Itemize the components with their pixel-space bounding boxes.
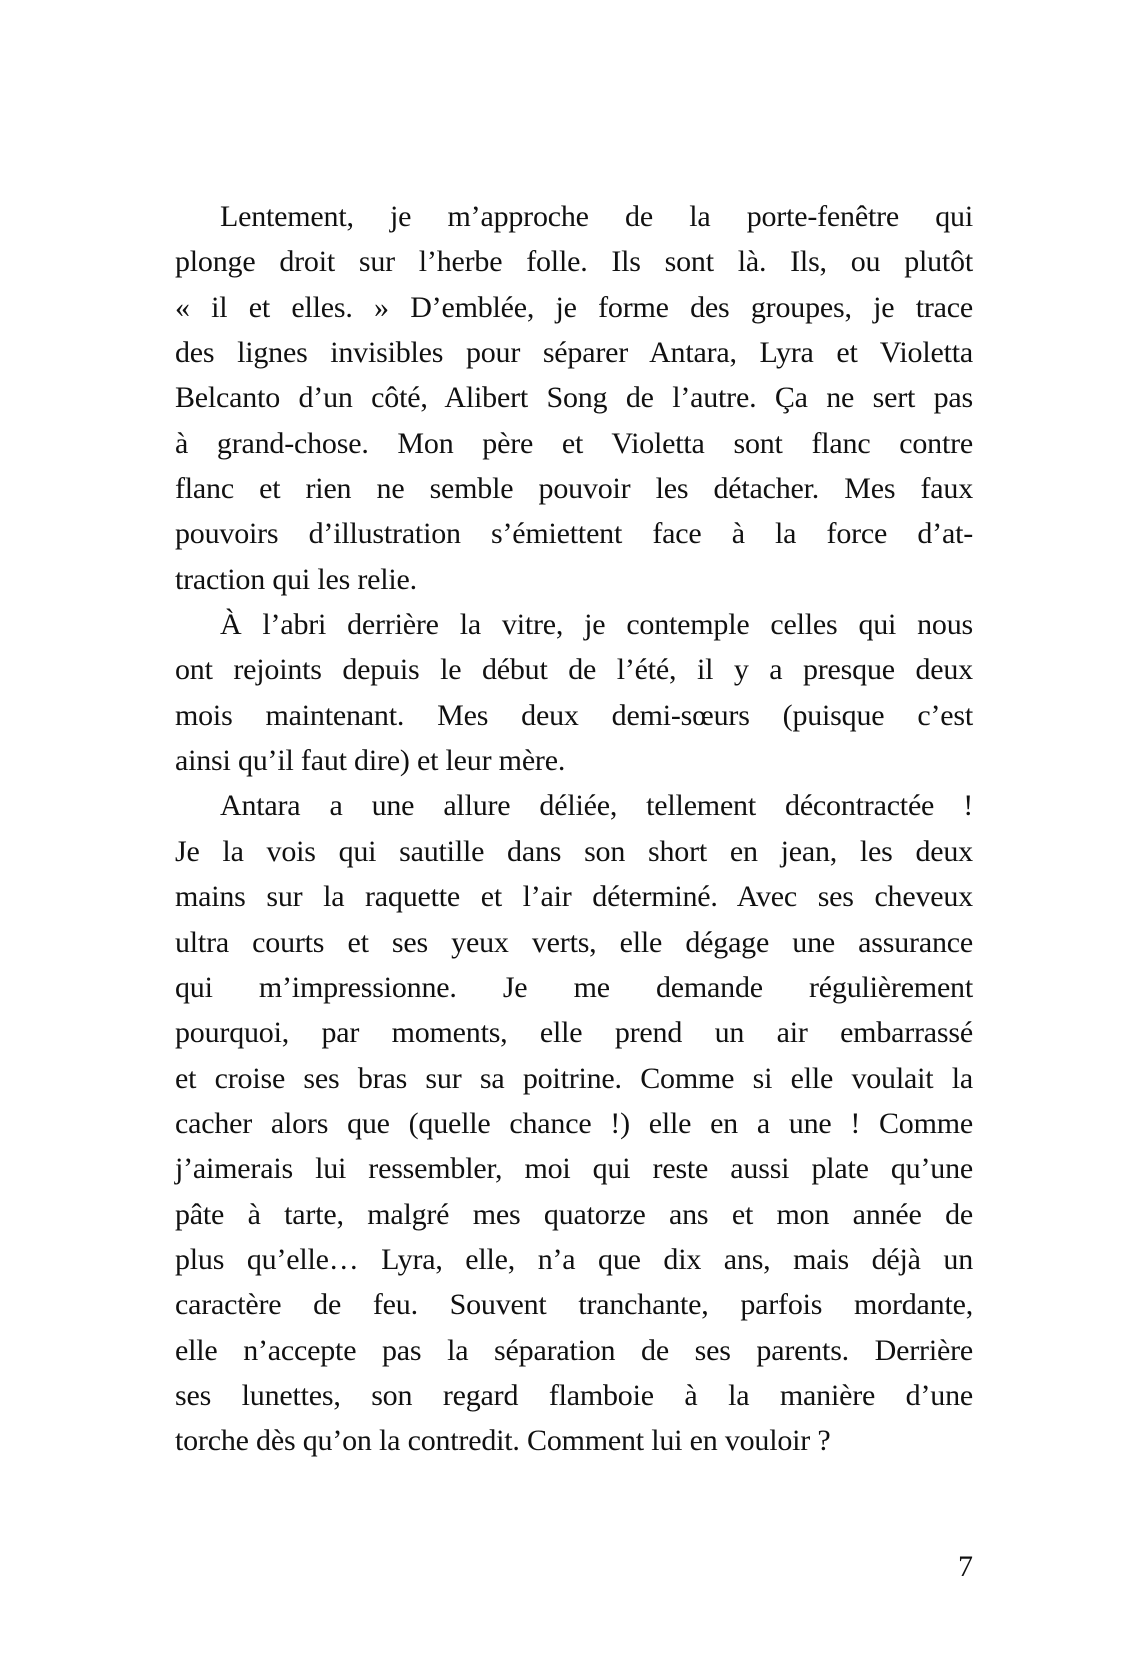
- paragraph: [175, 602, 973, 783]
- text-line: et croise ses bras sur sa poitrine. Comme si elle voulait la: [175, 1061, 973, 1095]
- paragraph: [175, 194, 973, 602]
- text-line: flanc et rien ne semble pouvoir les détacher. Mes faux: [175, 472, 973, 506]
- text-line: ont rejoints depuis le début de l’été, il y a presque deux: [175, 653, 973, 687]
- text-line: plonge droit sur l’herbe folle. Ils sont là. Ils, ou plutôt: [175, 245, 973, 279]
- text-line: mains sur la raquette et l’air déterminé. Avec ses cheveux: [175, 880, 973, 914]
- text-line: pouvoirs d’illustration s’émiettent face à la force d’at-: [175, 517, 973, 551]
- text-line: j’aimerais lui ressembler, moi qui reste aussi plate qu’une: [175, 1152, 973, 1186]
- text-line: « il et elles. » D’emblée, je forme des groupes, je trace: [175, 290, 973, 324]
- text-line: caractère de feu. Souvent tranchante, parfois mordante,: [175, 1288, 973, 1322]
- text-line: Belcanto d’un côté, Alibert Song de l’autre. Ça ne sert pas: [175, 381, 973, 415]
- text-line: Je la vois qui sautille dans son short en jean, les deux: [175, 834, 973, 868]
- text-line: traction qui les relie.: [175, 562, 417, 596]
- page-number: 7: [958, 1550, 973, 1583]
- text-line: mois maintenant. Mes deux demi-sœurs (puisque c’est: [175, 698, 973, 732]
- text-line: ses lunettes, son regard flamboie à la manière d’une: [175, 1378, 973, 1412]
- text-line: ultra courts et ses yeux verts, elle dégage une assurance: [175, 925, 973, 959]
- text-line: ainsi qu’il faut dire) et leur mère.: [175, 744, 566, 778]
- text-line: elle n’accepte pas la séparation de ses parents. Derrière: [175, 1333, 973, 1367]
- text-line: pâte à tarte, malgré mes quatorze ans et mon année de: [175, 1197, 973, 1231]
- paragraph: [175, 783, 973, 1463]
- text-line: pourquoi, par moments, elle prend un air embarrassé: [175, 1016, 973, 1050]
- text-line: À l’abri derrière la vitre, je contemple celles qui nous: [220, 608, 973, 642]
- body-text: [175, 194, 973, 1464]
- text-line: des lignes invisibles pour séparer Antara, Lyra et Violetta: [175, 336, 973, 370]
- text-line: Antara a une allure déliée, tellement décontractée !: [220, 789, 973, 823]
- text-line: torche dès qu’on la contredit. Comment lui en vouloir ?: [175, 1424, 831, 1458]
- text-line: cacher alors que (quelle chance !) elle en a une ! Comme: [175, 1106, 973, 1140]
- text-line: à grand-chose. Mon père et Violetta sont flanc contre: [175, 426, 973, 460]
- text-line: plus qu’elle… Lyra, elle, n’a que dix ans, mais déjà un: [175, 1242, 973, 1276]
- text-line: Lentement, je m’approche de la porte-fenêtre qui: [220, 200, 973, 233]
- text-line: qui m’impressionne. Je me demande régulièrement: [175, 970, 973, 1004]
